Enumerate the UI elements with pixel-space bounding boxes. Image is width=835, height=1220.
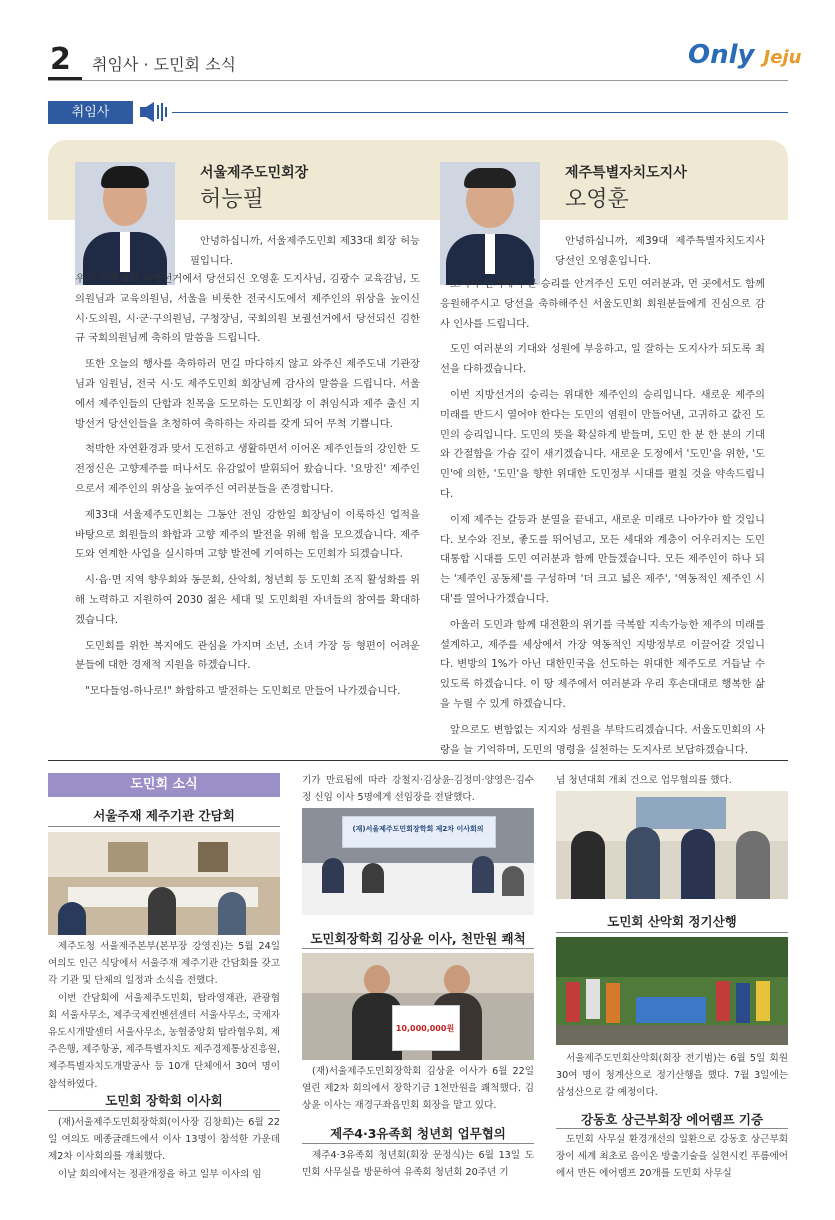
left-name: 허능필 bbox=[200, 187, 264, 212]
paragraph: 아울러 도민과 함께 대전환의 위기를 극복할 지속가능한 제주의 미래를 설계하고, 제주를 세상에서 가장 역동적인 지방정부로 이끌어갈 것입니다. 변방의 1%가 아닌 대한민국을 선도하는 위대한 제주도로 거듭날 수 있도록 하겠습니다. 이 땅 제주에서 여러분과 우리 후손대대로 행복한 삶을 누릴 수 있게 하겠습니다. bbox=[440, 618, 765, 710]
portrait-right bbox=[440, 162, 540, 285]
title-rule bbox=[48, 826, 280, 827]
header-rule-accent bbox=[48, 77, 82, 80]
paragraph: 이제 제주는 갈등과 분열을 끝내고, 새로운 미래로 나아가야 할 것입니다. 보수와 진보, 좋도를 뛰어넘고, 모든 세대와 계층이 어우러지는 도민 대통합 시대를 도민 여러분과 함께 만들겠습니다. 모든 제주인이 하나 되는 '제주인 공동체'를 구성하며 '더 크고 넓은 제주', '역동적인 제주인 시대'를 열어나가겠습니다. bbox=[440, 513, 765, 605]
photo-youth-group bbox=[556, 791, 788, 899]
paragraph: 이번 지방선거의 승리는 위대한 제주인의 승리입니다. 새로운 제주의 미래를 반드시 열어야 한다는 도민의 염원이 만들어낸, 고귀하고 값진 도민의 승리입니다. 도민의 뜻을 확실하게 받들며, 도민 한 분 한 분의 기대와 간절함을 가슴 깊이 새기겠습니다. 새로운 도정에서 '도민'을 위한, '도민'에 의한, '도민'을 향한 위대한 도민정부 시대를 펼칠 것을 약속드립니다. bbox=[440, 388, 765, 500]
check-amount: 10,000,000원 bbox=[395, 1024, 455, 1033]
news-title-donation: 도민회장학회 김상윤 이사, 천만원 쾌척 bbox=[310, 931, 526, 946]
header-rule bbox=[48, 80, 788, 81]
paragraph: (재)서울제주도민회장학회 김상윤 이사가 6월 22일 열린 제2차 회의에서 장학기금 1천만원을 쾌척했다. 김상윤 이사는 재경구좌읍민회 회장을 맡고 있다. bbox=[302, 1066, 534, 1112]
paragraph: 시·읍·면 지역 향우회와 동문회, 산악회, 청년회 등 도민회 조직 활성화를 위해 노력하고 지원하여 2030 젊은 세대 및 도민회원 자녀들의 참여를 확대하겠습니다. bbox=[75, 574, 420, 626]
news-title-hiking: 도민회 산악회 정기산행 bbox=[607, 914, 737, 929]
news-text-meeting bbox=[48, 938, 280, 1093]
right-name: 오영훈 bbox=[565, 187, 629, 212]
paragraph: 제33대 서울제주도민회는 그동안 전임 강한일 회장님이 이룩하신 업적을 바탕으로 회원들의 화합과 고향 제주의 발전을 위해 힘을 모으겠습니다. 제주도와 연계한 사업을 실시하며 고향 발전에 기여하는 도민회가 되겠습니다. bbox=[75, 508, 420, 561]
paragraph: 우선 이번 8회 지방선거에서 당선되신 오영훈 도지사님, 김광수 교육감님, 도의원님과 교육의원님, 서울을 비롯한 전국시도에서 제주인의 위상을 높이신 시·도의원, 시·군·구의원님, 구청장님, 국회의원 보궐선거에서 당선되신 김한규 국회의원님께 축하의 말씀을 드립니다. bbox=[75, 273, 420, 345]
section-divider bbox=[48, 760, 788, 761]
paragraph: (재)서울제주도민회장학회(이사장 김창희)는 6월 22일 여의도 메종글래드에서 이사 13명이 참석한 가운데 제2차 이사회의를 개최했다. bbox=[48, 1117, 280, 1163]
right-speech-lead bbox=[555, 232, 765, 278]
news-text-continued-2 bbox=[556, 772, 788, 789]
paragraph: 도민회를 위한 복지에도 관심을 가지며 소년, 소녀 가장 등 형편이 어려운 분들에 대한 경제적 지원을 하겠습니다. bbox=[75, 639, 420, 672]
photo-board-meeting bbox=[302, 808, 534, 915]
page-number: 2 bbox=[50, 42, 71, 77]
left-role: 서울제주도민회장 bbox=[200, 165, 309, 181]
left-speech-body bbox=[75, 270, 420, 708]
news-title-43-youth: 제주4·3유족회 청년회 업무협의 bbox=[330, 1126, 506, 1141]
news-text-hiking bbox=[556, 1050, 788, 1102]
news-text-scholarship-board bbox=[48, 1114, 280, 1183]
paragraph: 념 청년대회 개최 건으로 업무협의를 했다. bbox=[556, 775, 732, 786]
title-rule bbox=[48, 1110, 280, 1111]
page-section-title: 취임사 · 도민회 소식 bbox=[92, 55, 236, 74]
paragraph: 기가 만료됨에 따라 강철지·김상윤·김정미·양영은·김수정 신임 이사 5명에게 선임장을 전달했다. bbox=[302, 775, 534, 804]
logo-sub: Jeju bbox=[763, 47, 802, 68]
title-rule bbox=[556, 1128, 788, 1129]
title-rule bbox=[302, 948, 534, 949]
news-title-meeting: 서울주재 제주기관 간담회 bbox=[93, 808, 235, 823]
news-text-continued bbox=[302, 772, 534, 806]
section-rule bbox=[172, 112, 788, 113]
right-speech-body bbox=[440, 275, 765, 766]
right-role: 제주특별자치도지사 bbox=[565, 165, 687, 181]
paragraph: 앞으로도 변함없는 지지와 성원을 부탁드리겠습니다. 서울도민회의 사랑을 늘 기억하며, 도민의 명령을 실천하는 도지사로 보답하겠습니다. bbox=[440, 723, 765, 756]
news-text-air-lamp bbox=[556, 1131, 788, 1183]
photo-hiking-group bbox=[556, 937, 788, 1045]
news-title-air-lamp: 강동호 상근부회장 에어램프 기증 bbox=[580, 1112, 764, 1127]
paragraph: 이날 회의에서는 정관개정을 하고 일부 이사의 임 bbox=[58, 1168, 262, 1180]
news-text-43-youth bbox=[302, 1147, 534, 1181]
paragraph: 서울제주도민회산악회(회장 전기범)는 6월 5일 회원 30여 명이 청계산으로 정기산행을 했다. 7월 3일에는 삼성산으로 갈 예정이다. bbox=[556, 1053, 788, 1099]
paragraph: 안녕하십니까, 서울제주도민회 제33대 회장 허능필입니다. bbox=[190, 235, 420, 267]
paragraph: 제주4·3유족회 청년회(회장 문정식)는 6월 13일 도민회 사무실을 방문하여 유족회 청년회 20주년 기 bbox=[302, 1150, 534, 1179]
title-rule bbox=[556, 932, 788, 933]
photo-donation bbox=[302, 953, 534, 1060]
paragraph: 이번 간담회에 서울제주도민회, 탐라영재관, 관광협회 서울사무소, 제주국제컨벤션센터 서울사무소, 국제자유도시개발센터 서울사무소, 농협중앙회 탐라협우회, 제주은행, 제주항공, 제주특별자치도 제주경제통상진흥원, 제주특별자치도개발공사 등 10개 단체에서 30여 명이 참석하였다. bbox=[48, 992, 280, 1090]
paragraph: 제주도청 서울제주본부(본부장 강영진)는 5월 24일 여의도 인근 식당에서 서울주재 제주기관 간담회를 갖고 각 기관 및 단체의 일정과 소식을 전했다. bbox=[48, 941, 280, 987]
news-title-scholarship-board: 도민회 장학회 이사회 bbox=[105, 1093, 223, 1108]
paragraph: 척박한 자연환경과 맞서 도전하고 생활하면서 이어온 제주인들의 강인한 도전정신은 고향제주를 떠나서도 유감없이 발휘되어 왔습니다. '요망진' 제주인으로서 제주인의 위상을 높여주신 여러분들을 존경합니다. bbox=[75, 443, 420, 495]
section-tab: 취임사 bbox=[48, 101, 133, 124]
paragraph: 안녕하십니까, 제39대 제주특별자치도지사 당선인 오영훈입니다. bbox=[555, 235, 765, 267]
speaker-icon bbox=[140, 102, 168, 126]
banner-caption: (재)서울제주도민회장학회 제2차 이사회의 bbox=[352, 825, 484, 833]
paragraph: "모다들엉-하나로!" 화합하고 발전하는 도민회로 만들어 나가겠습니다. bbox=[85, 685, 401, 698]
news-text-donation bbox=[302, 1063, 534, 1115]
paragraph: 도민 여러분의 기대와 성원에 부응하고, 일 잘하는 도지사가 되도록 최선을 다하겠습니다. bbox=[440, 343, 765, 376]
only-jeju-logo bbox=[688, 40, 801, 70]
title-rule bbox=[302, 1143, 534, 1144]
photo-meeting bbox=[48, 832, 280, 935]
news-banner: 도민회 소식 bbox=[48, 773, 280, 797]
paragraph: 도민회 사무실 환경개선의 일환으로 강동호 상근부회장이 세계 최초로 음이온 방출기술을 실현시킨 푸름에어에서 만든 에어램프 20개를 도민회 사무실 bbox=[556, 1134, 788, 1180]
logo-word: Only bbox=[688, 40, 755, 70]
paragraph: 또한 오늘의 행사를 축하하러 먼길 마다하지 않고 와주신 제주도내 기관장님과 임원님, 전국 시·도 제주도민회 회장님께 감사의 말씀을 드립니다. 서울에서 제주인들의 단합과 친목을 도모하는 도민회장 이 취임식과 제주 출신 지방선거 당선인들을 초청하여 축하하는 자리를 갖게 되어 무척 기쁩니다. bbox=[75, 358, 420, 430]
portrait-left bbox=[75, 162, 175, 285]
paragraph: 도지사 선거에서 큰 승리를 안겨주신 도민 여러분과, 먼 곳에서도 함께 응원해주시고 당선을 축하해주신 서울도민회 회원분들에게 진심으로 감사 인사를 드립니다. bbox=[440, 278, 765, 330]
